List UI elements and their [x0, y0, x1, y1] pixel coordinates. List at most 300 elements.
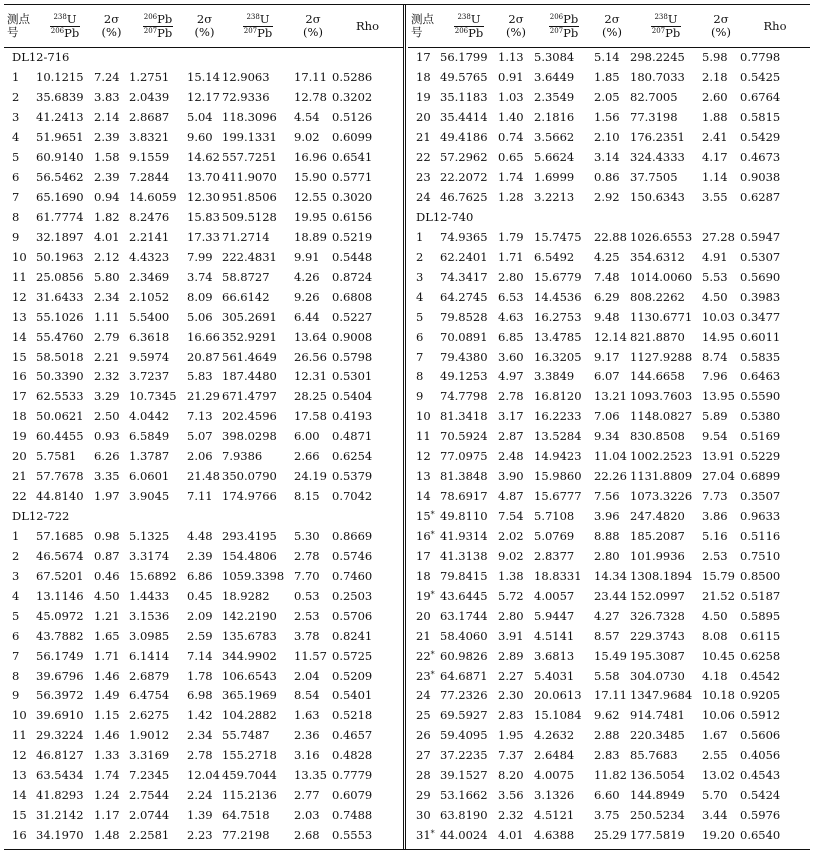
header-u238-pb207: $\frac{^{238}U}{^{207}Pb}$: [630, 5, 702, 48]
cell-u238-pb206: 60.4455: [36, 429, 84, 444]
cell-rho: 0.5379: [332, 469, 373, 484]
cell-2sigma-1: 5.80: [94, 269, 120, 284]
table-right-half: [408, 5, 810, 849]
cell-2sigma-2: 2.80: [594, 548, 620, 563]
cell-pb206-pb207: 6.3618: [129, 329, 170, 344]
cell-rho: 0.5798: [332, 349, 373, 364]
spot-number: 8: [416, 369, 424, 384]
cell-spot: [408, 367, 440, 387]
cell-2sigma-1: 1.28: [498, 190, 524, 205]
cell-pb206-pb207: 5.0769: [534, 528, 575, 543]
cell-2sigma-3: 2.36: [294, 728, 320, 743]
cell-rho: 0.5424: [740, 788, 781, 803]
cell-2sigma-1: 1.17: [94, 808, 120, 823]
cell-u238-pb207: 106.6543: [222, 668, 277, 683]
cell-2sigma-1: 2.02: [498, 528, 524, 543]
cell-2sigma-3: 21.52: [702, 588, 735, 603]
cell-2sigma-3: 9.02: [294, 130, 320, 145]
spot-number: 22: [416, 150, 431, 165]
spot-number: 2: [416, 249, 424, 264]
cell-u238-pb207: 459.7044: [222, 768, 277, 783]
cell-u238-pb206: 60.9140: [36, 150, 84, 165]
cell-2sigma-2: 15.49: [594, 648, 627, 663]
cell-2sigma-1: 1.24: [94, 788, 120, 803]
cell-u238-pb207: 808.2262: [630, 289, 685, 304]
table-row: [4, 766, 403, 786]
spot-number: 20: [416, 608, 431, 623]
cell-2sigma-1: 1.11: [94, 309, 120, 324]
spot-number: 1: [12, 528, 20, 543]
asterisk-marker: *: [430, 529, 435, 539]
cell-u238-pb207: 1130.6771: [630, 309, 693, 324]
cell-2sigma-2: 22.26: [594, 469, 627, 484]
cell-2sigma-3: 12.55: [294, 190, 327, 205]
table-row: [4, 746, 403, 766]
cell-spot: [408, 546, 440, 566]
cell-spot: [408, 48, 440, 68]
cell-2sigma-2: 2.83: [594, 748, 620, 763]
cell-u238-pb206: 62.5533: [36, 389, 84, 404]
cell-2sigma-1: 7.37: [498, 748, 524, 763]
cell-u238-pb206: 77.2326: [440, 688, 488, 703]
cell-u238-pb207: 152.0997: [630, 588, 685, 603]
cell-2sigma-3: 12.78: [294, 90, 327, 105]
cell-spot: [408, 427, 440, 447]
cell-2sigma-3: 13.02: [702, 768, 735, 783]
cell-spot: [408, 467, 440, 487]
cell-u238-pb206: 79.8528: [440, 309, 488, 324]
cell-spot: [4, 686, 36, 706]
cell-spot: [408, 407, 440, 427]
cell-pb206-pb207: 3.9045: [129, 489, 170, 504]
cell-pb206-pb207: 7.2844: [129, 170, 170, 185]
cell-2sigma-1: 8.20: [498, 768, 524, 783]
spot-number: 26: [416, 728, 431, 743]
cell-2sigma-1: 2.32: [498, 808, 524, 823]
cell-pb206-pb207: 15.9860: [534, 469, 582, 484]
cell-2sigma-1: 0.93: [94, 429, 120, 444]
header-rho: Rho: [740, 5, 810, 48]
cell-2sigma-2: 9.62: [594, 708, 620, 723]
cell-2sigma-3: 5.89: [702, 409, 728, 424]
cell-2sigma-1: 1.71: [498, 249, 524, 264]
cell-2sigma-1: 1.65: [94, 628, 120, 643]
cell-u238-pb207: 174.9766: [222, 489, 277, 504]
cell-u238-pb206: 56.1799: [440, 50, 488, 65]
cell-rho: 0.5307: [740, 249, 781, 264]
cell-rho: 0.4673: [740, 150, 781, 165]
header-row-left: [4, 5, 403, 48]
cell-u238-pb206: 49.1253: [440, 369, 488, 384]
cell-rho: 0.3983: [740, 289, 781, 304]
cell-2sigma-1: 2.87: [498, 429, 524, 444]
table-row: [4, 546, 403, 566]
cell-2sigma-2: 15.14: [187, 70, 220, 85]
cell-pb206-pb207: 16.2753: [534, 309, 582, 324]
cell-spot: [4, 527, 36, 547]
spot-number: 6: [12, 628, 20, 643]
cell-rho: 0.5126: [332, 110, 373, 125]
cell-u238-pb207: 398.0298: [222, 429, 277, 444]
cell-rho: 0.7460: [332, 568, 373, 583]
cell-2sigma-3: 1.63: [294, 708, 320, 723]
spot-number: 14: [12, 788, 27, 803]
spot-number: 3: [12, 568, 20, 583]
spot-number: 17: [416, 50, 431, 65]
cell-rho: 0.5553: [332, 828, 373, 843]
table-row: [408, 327, 810, 347]
cell-2sigma-2: 6.07: [594, 369, 620, 384]
cell-u238-pb206: 70.0891: [440, 329, 488, 344]
cell-u238-pb207: 104.2882: [222, 708, 277, 723]
cell-2sigma-1: 1.33: [94, 748, 120, 763]
cell-u238-pb206: 39.6910: [36, 708, 84, 723]
cell-rho: 0.5606: [740, 728, 781, 743]
cell-u238-pb206: 41.9314: [440, 528, 488, 543]
cell-u238-pb207: 195.3087: [630, 648, 685, 663]
cell-pb206-pb207: 1.4433: [129, 588, 170, 603]
table-row: [408, 68, 810, 88]
cell-u238-pb206: 74.9365: [440, 229, 488, 244]
cell-u238-pb206: 55.1026: [36, 309, 84, 324]
cell-u238-pb207: 82.7005: [630, 90, 678, 105]
spot-number: 21: [12, 469, 27, 484]
cell-rho: 0.6808: [332, 289, 373, 304]
cell-2sigma-2: 2.34: [187, 728, 213, 743]
cell-2sigma-3: 4.18: [702, 668, 728, 683]
cell-rho: 0.5706: [332, 608, 373, 623]
cell-u238-pb207: 220.3485: [630, 728, 685, 743]
cell-rho: 0.5725: [332, 648, 373, 663]
cell-2sigma-2: 5.83: [187, 369, 213, 384]
cell-pb206-pb207: 4.6388: [534, 828, 575, 843]
cell-u238-pb206: 57.2962: [440, 150, 488, 165]
cell-pb206-pb207: 2.1052: [129, 289, 170, 304]
table-right: [408, 5, 810, 846]
table-left-half: [4, 5, 403, 849]
cell-spot: [408, 327, 440, 347]
spot-number: 27: [416, 748, 431, 763]
cell-2sigma-2: 12.17: [187, 90, 220, 105]
cell-pb206-pb207: 1.3787: [129, 449, 170, 464]
data-table-sheet: [4, 4, 810, 850]
cell-2sigma-1: 1.95: [498, 728, 524, 743]
cell-spot: [4, 666, 36, 686]
cell-spot: [4, 267, 36, 287]
cell-u238-pb206: 60.9826: [440, 648, 488, 663]
spot-number: 4: [416, 289, 424, 304]
cell-2sigma-1: 4.63: [498, 309, 524, 324]
table-row: [408, 546, 810, 566]
spot-number: 6: [416, 329, 424, 344]
cell-2sigma-2: 13.70: [187, 170, 220, 185]
cell-2sigma-2: 7.06: [594, 409, 620, 424]
spot-number: 22: [12, 489, 27, 504]
cell-rho: 0.6258: [740, 648, 781, 663]
cell-u238-pb207: 411.9070: [222, 170, 277, 185]
cell-rho: 0.5219: [332, 229, 373, 244]
cell-spot: [4, 726, 36, 746]
cell-2sigma-2: 12.14: [594, 329, 627, 344]
spot-number: 18: [416, 70, 431, 85]
cell-2sigma-2: 7.14: [187, 648, 213, 663]
table-row: [4, 307, 403, 327]
cell-u238-pb207: 1059.3398: [222, 568, 285, 583]
spot-number: 12: [12, 289, 27, 304]
cell-pb206-pb207: 1.2751: [129, 70, 170, 85]
header-2sigma-1: 2σ (%): [498, 5, 534, 48]
cell-2sigma-1: 4.50: [94, 588, 120, 603]
spot-number: 11: [12, 728, 27, 743]
cell-2sigma-1: 7.54: [498, 509, 524, 524]
table-row: [408, 467, 810, 487]
cell-2sigma-3: 14.95: [702, 329, 735, 344]
spot-number: 23: [416, 170, 431, 185]
table-row: [4, 806, 403, 826]
cell-2sigma-2: 3.74: [187, 269, 213, 284]
cell-pb206-pb207: 5.1325: [129, 528, 170, 543]
cell-u238-pb207: 557.7251: [222, 150, 277, 165]
table-row: [408, 606, 810, 626]
cell-2sigma-3: 2.78: [294, 548, 320, 563]
cell-rho: 0.5429: [740, 130, 781, 145]
cell-2sigma-1: 3.29: [94, 389, 120, 404]
cell-2sigma-3: 5.16: [702, 528, 728, 543]
cell-rho: 0.5815: [740, 110, 781, 125]
cell-pb206-pb207: 2.6484: [534, 748, 575, 763]
cell-u238-pb206: 64.6871: [440, 668, 488, 683]
spot-number: 14: [12, 329, 27, 344]
cell-2sigma-2: 0.45: [187, 588, 213, 603]
cell-u238-pb207: 914.7481: [630, 708, 685, 723]
cell-u238-pb207: 293.4195: [222, 528, 277, 543]
cell-2sigma-3: 26.56: [294, 349, 327, 364]
spot-number: 24: [416, 190, 431, 205]
cell-rho: 0.5771: [332, 170, 373, 185]
cell-u238-pb207: 85.7683: [630, 748, 678, 763]
cell-2sigma-3: 8.54: [294, 688, 320, 703]
cell-2sigma-2: 1.78: [187, 668, 213, 683]
cell-spot: [4, 327, 36, 347]
table-row: [408, 706, 810, 726]
cell-spot: [4, 188, 36, 208]
cell-2sigma-1: 1.40: [498, 110, 524, 125]
cell-u238-pb207: 324.4333: [630, 150, 685, 165]
cell-spot: [408, 766, 440, 786]
cell-2sigma-1: 1.15: [94, 708, 120, 723]
cell-2sigma-3: 2.66: [294, 449, 320, 464]
cell-spot: [408, 267, 440, 287]
table-row: [408, 806, 810, 826]
cell-pb206-pb207: 14.9423: [534, 449, 582, 464]
cell-2sigma-3: 5.70: [702, 788, 728, 803]
cell-2sigma-3: 7.96: [702, 369, 728, 384]
cell-2sigma-1: 2.21: [94, 349, 120, 364]
asterisk-marker: *: [430, 589, 435, 599]
spot-number: 31: [416, 828, 431, 843]
cell-u238-pb207: 7.9386: [222, 449, 263, 464]
spot-number: 1: [12, 70, 20, 85]
table-row: [4, 646, 403, 666]
cell-pb206-pb207: 3.1326: [534, 788, 575, 803]
cell-u238-pb207: 71.2714: [222, 229, 270, 244]
asterisk-marker: *: [430, 649, 435, 659]
cell-pb206-pb207: 1.9012: [129, 728, 170, 743]
cell-2sigma-2: 2.10: [594, 130, 620, 145]
spot-number: 16: [12, 369, 27, 384]
cell-rho: 0.5947: [740, 229, 781, 244]
cell-2sigma-2: 9.48: [594, 309, 620, 324]
cell-2sigma-2: 2.88: [594, 728, 620, 743]
cell-2sigma-1: 2.50: [94, 409, 120, 424]
header-2sigma-2: 2σ (%): [594, 5, 630, 48]
table-row: [408, 666, 810, 686]
cell-spot: [4, 806, 36, 826]
spot-number: 4: [12, 588, 20, 603]
cell-pb206-pb207: 15.7475: [534, 229, 582, 244]
table-row: [408, 826, 810, 846]
cell-rho: 0.8241: [332, 628, 373, 643]
cell-pb206-pb207: 15.6777: [534, 489, 582, 504]
cell-pb206-pb207: 5.4031: [534, 668, 575, 683]
table-row: [4, 566, 403, 586]
cell-2sigma-3: 3.78: [294, 628, 320, 643]
cell-spot: [408, 566, 440, 586]
table-row: [408, 447, 810, 467]
header-row-right: [408, 5, 810, 48]
cell-2sigma-1: 9.02: [498, 548, 524, 563]
cell-spot: [408, 247, 440, 267]
cell-pb206-pb207: 2.8377: [534, 548, 575, 563]
cell-2sigma-2: 5.07: [187, 429, 213, 444]
cell-2sigma-3: 4.91: [702, 249, 728, 264]
cell-spot: [408, 666, 440, 686]
cell-u238-pb207: 136.5054: [630, 768, 685, 783]
cell-pb206-pb207: 2.8687: [129, 110, 170, 125]
cell-2sigma-3: 17.58: [294, 409, 327, 424]
cell-u238-pb207: 1002.2523: [630, 449, 693, 464]
spot-number: 10: [12, 249, 27, 264]
cell-spot: [4, 247, 36, 267]
cell-2sigma-2: 4.27: [594, 608, 620, 623]
header-2sigma-2: 2σ (%): [187, 5, 222, 48]
cell-rho: 0.5229: [740, 449, 781, 464]
cell-u238-pb207: 1131.8809: [630, 469, 693, 484]
table-row: [4, 527, 403, 547]
spot-number: 22: [416, 648, 431, 663]
cell-2sigma-2: 2.59: [187, 628, 213, 643]
cell-u238-pb206: 31.6433: [36, 289, 84, 304]
cell-2sigma-1: 2.39: [94, 130, 120, 145]
cell-spot: [4, 467, 36, 487]
cell-rho: 0.9038: [740, 170, 781, 185]
cell-2sigma-2: 2.78: [187, 748, 213, 763]
header-spot: 测点号: [4, 5, 36, 48]
cell-2sigma-1: 4.97: [498, 369, 524, 384]
cell-u238-pb206: 63.5434: [36, 768, 84, 783]
cell-rho: 0.5448: [332, 249, 373, 264]
spot-number: 6: [12, 170, 20, 185]
cell-2sigma-2: 3.75: [594, 808, 620, 823]
cell-pb206-pb207: 6.4754: [129, 688, 170, 703]
cell-u238-pb206: 58.4060: [440, 628, 488, 643]
cell-2sigma-1: 2.34: [94, 289, 120, 304]
cell-2sigma-2: 5.14: [594, 50, 620, 65]
spot-number: 16: [12, 828, 27, 843]
cell-u238-pb206: 56.1749: [36, 648, 84, 663]
table-row: [408, 427, 810, 447]
spot-number: 21: [416, 628, 431, 643]
table-row: [4, 586, 403, 606]
cell-spot: [4, 347, 36, 367]
cell-u238-pb207: 229.3743: [630, 628, 685, 643]
header-pb206-pb207: $\frac{^{206}Pb}{^{207}Pb}$: [534, 5, 594, 48]
table-row: [4, 247, 403, 267]
cell-rho: 0.7510: [740, 548, 781, 563]
cell-u238-pb206: 41.3138: [440, 548, 488, 563]
cell-u238-pb207: 101.9936: [630, 548, 685, 563]
spot-number: 9: [12, 688, 20, 703]
cell-u238-pb206: 35.4414: [440, 110, 488, 125]
cell-2sigma-1: 3.35: [94, 469, 120, 484]
cell-spot: [408, 826, 440, 846]
spot-number: 1: [416, 229, 424, 244]
cell-pb206-pb207: 3.2213: [534, 190, 575, 205]
cell-spot: [408, 168, 440, 188]
cell-pb206-pb207: 15.1084: [534, 708, 582, 723]
cell-2sigma-1: 1.97: [94, 489, 120, 504]
cell-2sigma-1: 2.48: [498, 449, 524, 464]
spot-number: 17: [416, 548, 431, 563]
cell-pb206-pb207: 4.0442: [129, 409, 170, 424]
cell-u238-pb207: 176.2351: [630, 130, 685, 145]
spot-number: 4: [12, 130, 20, 145]
cell-2sigma-1: 2.89: [498, 648, 524, 663]
cell-2sigma-2: 9.17: [594, 349, 620, 364]
cell-2sigma-2: 6.29: [594, 289, 620, 304]
cell-rho: 0.3507: [740, 489, 781, 504]
cell-u238-pb206: 57.1685: [36, 528, 84, 543]
cell-pb206-pb207: 3.8321: [129, 130, 170, 145]
cell-spot: [408, 88, 440, 108]
table-row: [4, 626, 403, 646]
cell-2sigma-3: 7.73: [702, 489, 728, 504]
spot-number: 2: [12, 548, 20, 563]
table-row: [4, 168, 403, 188]
cell-rho: 0.5690: [740, 269, 781, 284]
cell-2sigma-1: 4.01: [94, 229, 120, 244]
cell-2sigma-1: 6.85: [498, 329, 524, 344]
cell-2sigma-3: 4.26: [294, 269, 320, 284]
table-left: [4, 5, 403, 846]
cell-2sigma-1: 2.79: [94, 329, 120, 344]
cell-u238-pb207: 561.4649: [222, 349, 277, 364]
cell-spot: [4, 746, 36, 766]
header-u238-pb207: $\frac{^{238}U}{^{207}Pb}$: [222, 5, 294, 48]
cell-u238-pb206: 53.1662: [440, 788, 488, 803]
spot-number: 19: [12, 429, 27, 444]
cell-u238-pb207: 142.2190: [222, 608, 277, 623]
cell-rho: 0.5301: [332, 369, 373, 384]
cell-spot: [4, 646, 36, 666]
cell-rho: 0.5590: [740, 389, 781, 404]
cell-rho: 0.9008: [332, 329, 373, 344]
cell-u238-pb206: 43.6445: [440, 588, 488, 603]
cell-pb206-pb207: 5.5400: [129, 309, 170, 324]
cell-2sigma-1: 1.82: [94, 209, 120, 224]
cell-2sigma-1: 2.32: [94, 369, 120, 384]
cell-u238-pb206: 46.5674: [36, 548, 84, 563]
